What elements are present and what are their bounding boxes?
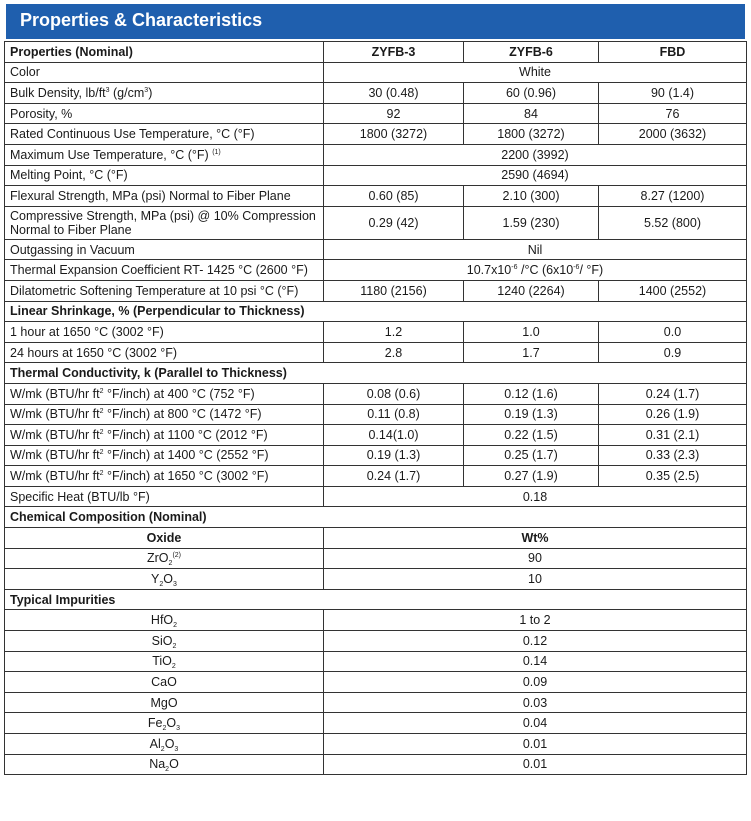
row-label: Porosity, % [5, 103, 324, 124]
row-value: 8.27 (1200) [599, 186, 747, 207]
row-value: 1240 (2264) [464, 280, 599, 301]
row-value: 30 (0.48) [324, 83, 464, 104]
row-value: 2590 (4694) [324, 165, 747, 186]
oxide-header: Oxide [5, 528, 324, 549]
section-heading: Typical Impurities [5, 589, 747, 610]
row-label: W/mk (BTU/hr $ft^2$ °F/inch) at 800 °C (1472 °F) [5, 404, 324, 425]
table-row [5, 651, 747, 672]
oxide-formula: CaO [5, 672, 324, 693]
row-value: 0.26 (1.9) [599, 404, 747, 425]
row-value: 0.11 (0.8) [324, 404, 464, 425]
row-label: Color [5, 62, 324, 83]
table-row [5, 144, 747, 165]
row-value: 0.33 (2.3) [599, 445, 747, 466]
oxide-formula: ZrO$_2^{(2)}$ [5, 548, 324, 569]
row-value: 2000 (3632) [599, 124, 747, 145]
table-row [5, 103, 747, 124]
row-value: 0.60 (85) [324, 186, 464, 207]
row-value: 0.24 (1.7) [599, 383, 747, 404]
row-value: 1.7 [464, 342, 599, 363]
table-row [5, 342, 747, 363]
row-label: Bulk Density, $lb/ft^3$ $(g/cm^3)$ [5, 83, 324, 104]
header-zyfb-3: ZYFB-3 [324, 42, 464, 63]
header-zyfb-6: ZYFB-6 [464, 42, 599, 63]
table-row [5, 124, 747, 145]
row-value: 1.2 [324, 322, 464, 343]
row-label: Outgassing in Vacuum [5, 239, 324, 260]
row-value: 0.0 [599, 322, 747, 343]
row-value: 0.24 (1.7) [324, 466, 464, 487]
row-value: 0.22 (1.5) [464, 425, 599, 446]
row-value: 0.12 [324, 631, 747, 652]
table-row [5, 239, 747, 260]
row-value: 0.9 [599, 342, 747, 363]
table-row [5, 383, 747, 404]
row-value: 1400 (2552) [599, 280, 747, 301]
row-label: Flexural Strength, MPa (psi) Normal to Fiber Plane [5, 186, 324, 207]
header-fbd: FBD [599, 42, 747, 63]
table-row [5, 206, 747, 239]
table-row [5, 610, 747, 631]
table-row [5, 569, 747, 590]
row-label: Maximum Use Temperature, °C (°F) $^{(1)}$ [5, 144, 324, 165]
row-label: W/mk (BTU/hr $ft^2$ °F/inch) at 1100 °C (2012 °F) [5, 425, 324, 446]
row-value: 1180 (2156) [324, 280, 464, 301]
section-heading: Chemical Composition (Nominal) [5, 507, 747, 528]
table-row [5, 466, 747, 487]
row-value: 76 [599, 103, 747, 124]
row-value: 0.14 [324, 651, 747, 672]
section-heading-impurities [5, 589, 747, 610]
row-value: 90 [324, 548, 747, 569]
table-row [5, 83, 747, 104]
row-value: 0.18 [324, 486, 747, 507]
oxide-formula: $Na_2O$ [5, 754, 324, 775]
row-value: 0.14(1.0) [324, 425, 464, 446]
row-value: 0.25 (1.7) [464, 445, 599, 466]
row-value: 60 (0.96) [464, 83, 599, 104]
row-value: 0.27 (1.9) [464, 466, 599, 487]
table-row [5, 186, 747, 207]
table-row [5, 548, 747, 569]
oxide-formula: SiO$_2$ [5, 631, 324, 652]
table-row [5, 425, 747, 446]
row-label: Compressive Strength, MPa (psi) @ 10% Compression Normal to Fiber Plane [5, 206, 324, 239]
table-row [5, 713, 747, 734]
row-label: W/mk (BTU/hr $ft^2$ °F/inch) at 400 °C (752 °F) [5, 383, 324, 404]
row-value: 0.35 (2.5) [599, 466, 747, 487]
row-value: 2200 (3992) [324, 144, 747, 165]
table-row [5, 734, 747, 755]
row-value: 1800 (3272) [464, 124, 599, 145]
oxide-formula: TiO$_2$ [5, 651, 324, 672]
row-value: 92 [324, 103, 464, 124]
row-label: W/mk (BTU/hr $ft^2$ °F/inch) at 1400 °C (2552 °F) [5, 445, 324, 466]
row-value: 2.8 [324, 342, 464, 363]
section-heading-shrinkage [5, 301, 747, 322]
row-label: Rated Continuous Use Temperature, °C (°F) [5, 124, 324, 145]
table-row [5, 165, 747, 186]
row-value: 0.29 (42) [324, 206, 464, 239]
table-row [5, 260, 747, 281]
oxide-formula: $Al_2O_3$ [5, 734, 324, 755]
row-value: 0.08 (0.6) [324, 383, 464, 404]
row-value: 0.01 [324, 754, 747, 775]
row-value: 1.59 (230) [464, 206, 599, 239]
wt-header: Wt% [324, 528, 747, 549]
table-row [5, 672, 747, 693]
row-value: 0.01 [324, 734, 747, 755]
row-value: 0.03 [324, 692, 747, 713]
row-label: 1 hour at 1650 °C (3002 °F) [5, 322, 324, 343]
oxide-formula: MgO [5, 692, 324, 713]
row-value: $10.7x10^{-6}$ /°C ($6x10^{-6}/$ °F) [324, 260, 747, 281]
row-value: 90 (1.4) [599, 83, 747, 104]
oxide-formula: $Y_2O_3$ [5, 569, 324, 590]
row-value: Nil [324, 239, 747, 260]
row-value: 1800 (3272) [324, 124, 464, 145]
table-row [5, 631, 747, 652]
row-value: 84 [464, 103, 599, 124]
oxide-formula: $Fe_2O_3$ [5, 713, 324, 734]
section-heading-conductivity [5, 363, 747, 384]
table-row [5, 62, 747, 83]
row-value: 0.12 (1.6) [464, 383, 599, 404]
row-value: 0.19 (1.3) [464, 404, 599, 425]
row-value: 2.10 (300) [464, 186, 599, 207]
row-label: Thermal Expansion Coefficient RT- 1425 °C (2600 °F) [5, 260, 324, 281]
table-row [5, 445, 747, 466]
row-label: W/mk (BTU/hr $ft^2$ °F/inch) at 1650 °C (3002 °F) [5, 466, 324, 487]
row-value: 0.04 [324, 713, 747, 734]
table-row [5, 754, 747, 775]
row-value: 1 to 2 [324, 610, 747, 631]
chemical-header-row [5, 528, 747, 549]
row-value: 5.52 (800) [599, 206, 747, 239]
row-value: 0.19 (1.3) [324, 445, 464, 466]
table-row [5, 322, 747, 343]
table-row [5, 280, 747, 301]
header-row [5, 42, 747, 63]
table-row [5, 486, 747, 507]
row-label: Specific Heat (BTU/lb °F) [5, 486, 324, 507]
oxide-formula: HfO$_2$ [5, 610, 324, 631]
page-title: Properties & Characteristics [6, 4, 745, 39]
row-label: Melting Point, °C (°F) [5, 165, 324, 186]
row-value: White [324, 62, 747, 83]
row-value: 0.31 (2.1) [599, 425, 747, 446]
section-heading-chemical [5, 507, 747, 528]
table-row [5, 692, 747, 713]
properties-table [4, 41, 747, 775]
section-heading: Linear Shrinkage, % (Perpendicular to Thickness) [5, 301, 747, 322]
row-value: 0.09 [324, 672, 747, 693]
row-value: 1.0 [464, 322, 599, 343]
table-row [5, 404, 747, 425]
row-label: 24 hours at 1650 °C (3002 °F) [5, 342, 324, 363]
header-label: Properties (Nominal) [5, 42, 324, 63]
section-heading: Thermal Conductivity, k (Parallel to Thickness) [5, 363, 747, 384]
row-value: 10 [324, 569, 747, 590]
row-label: Dilatometric Softening Temperature at 10 psi °C (°F) [5, 280, 324, 301]
